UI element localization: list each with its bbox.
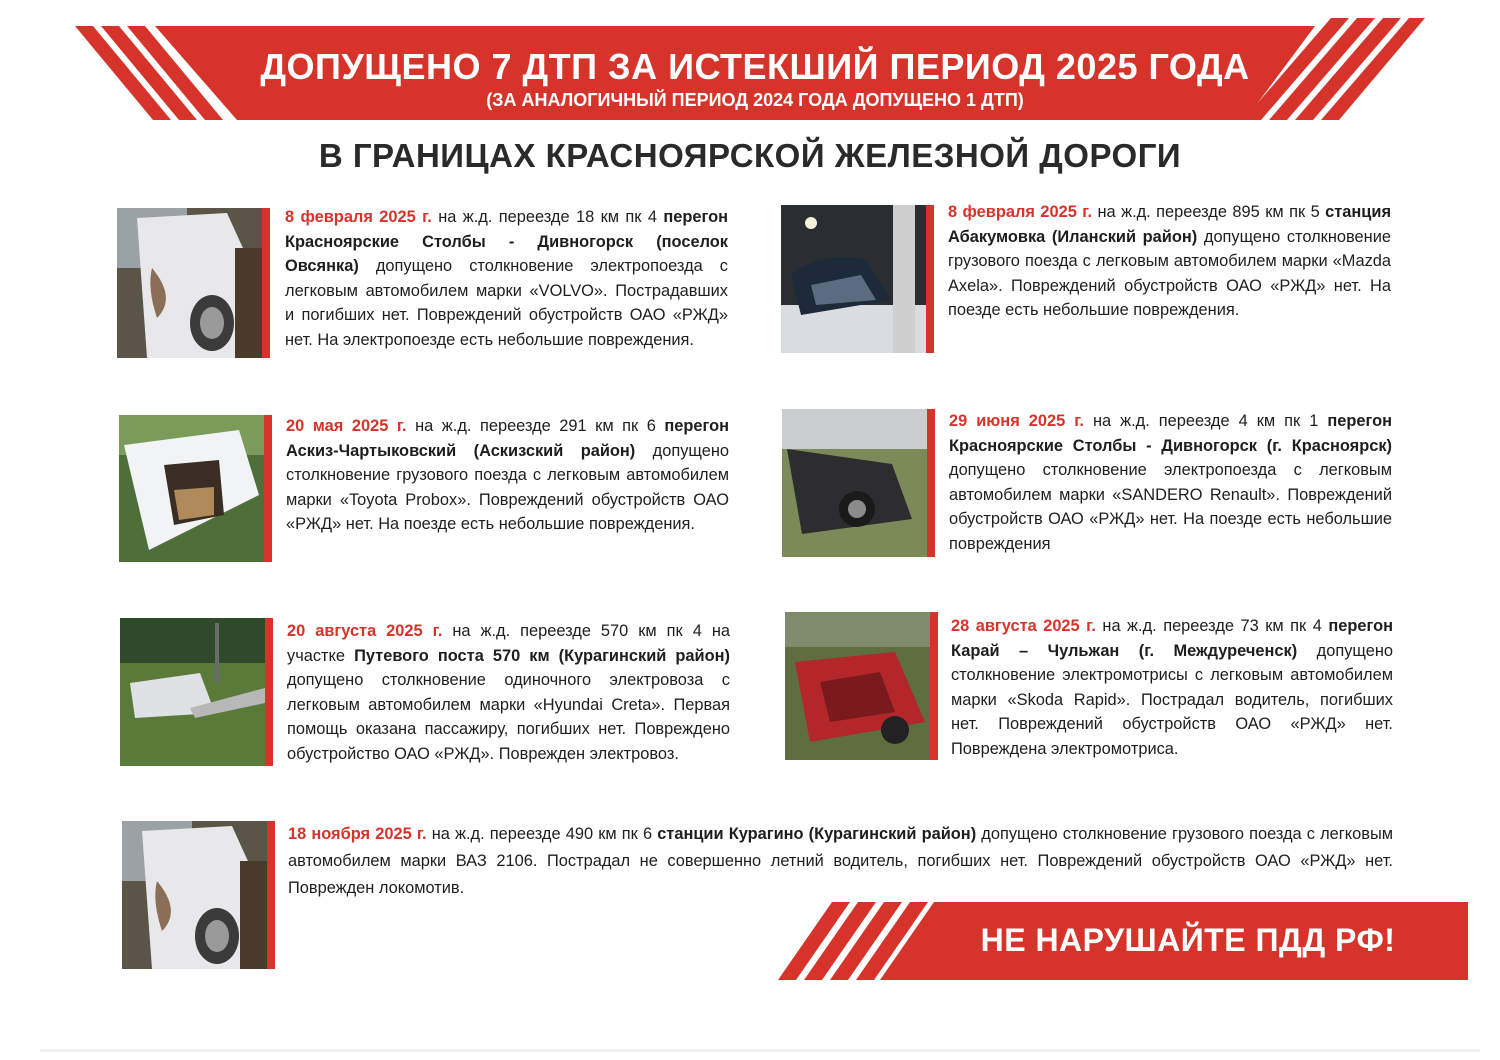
scan-edge — [40, 1049, 1480, 1052]
incident-place-7: станции Курагино (Курагинский район) — [657, 825, 977, 843]
incident-place-2: станция Абакумовка (Иланский район) — [948, 203, 1392, 246]
incident-photo-accent-5 — [265, 618, 273, 766]
incident-text-7 — [288, 821, 1393, 902]
section-title: В ГРАНИЦАХ КРАСНОЯРСКОЙ ЖЕЛЕЗНОЙ ДОРОГИ — [318, 137, 1182, 174]
incident-desc-1: допущено столкновение электропоезда с легковым автомобилем марки «VOLVO». Пострадавших и погибших нет. Повреждений обустройств ОАО «РЖД» нет. На электропоезде есть небольшие повреждения. — [285, 257, 728, 349]
header-subtitle: (ЗА АНАЛОГИЧНЫЙ ПЕРИОД 2024 ГОДА ДОПУЩЕНО 1 ДТП) — [486, 90, 1024, 110]
incident-date-7: 18 ноября 2025 г. — [288, 825, 427, 843]
incident-photo-2 — [781, 205, 926, 353]
incident-photo-accent-7 — [267, 821, 275, 969]
incident-location-3: на ж.д. переезде 291 км пк 6 — [406, 417, 665, 435]
incident-date-3: 20 мая 2025 г. — [286, 417, 407, 435]
incident-desc-2: допущено столкновение грузового поезда с легковым автомобилем марки «Mazda Axela». Повреждений обустройств ОАО «РЖД» нет. На поезде есть небольшие повреждения. — [948, 227, 1391, 319]
incident-photo-accent-2 — [926, 205, 934, 353]
incident-text-1 — [285, 205, 728, 352]
incident-photo-6 — [785, 612, 930, 760]
incident-place-5: Путевого поста 570 км (Курагинский район) — [354, 646, 730, 665]
incident-photo-1 — [117, 208, 262, 358]
incident-place-1: перегон Красноярские Столбы - Дивногорск (поселок Овсянка) — [285, 208, 728, 275]
incident-text-2 — [948, 200, 1391, 323]
incident-desc-4: допущено столкновение электропоезда с легковым автомобилем марки «SANDERO Renault». Повреждений обустройств ОАО «РЖД» нет. На поезде есть небольшие повреждения — [949, 461, 1392, 553]
incident-desc-5: допущено столкновение одиночного электровоза с легковым автомобилем марки «Hyundai Creta». Первая помощь оказана пассажиру, погибших нет. Повреждено обустройство ОАО «РЖД». Поврежден электровоз. — [287, 671, 730, 763]
incident-location-7: на ж.д. переезде 490 км пк 6 — [426, 825, 658, 843]
incident-photo-accent-4 — [927, 409, 935, 557]
incident-photo-accent-1 — [262, 208, 270, 358]
incident-location-1: на ж.д. переезде 18 км пк 4 — [431, 208, 664, 226]
incident-desc-3: допущено столкновение грузового поезда с легковым автомобилем марки «Toyota Probox». Повреждений обустройств ОАО «РЖД» нет. На поезде есть небольшие повреждения. — [286, 441, 729, 533]
incident-place-6: перегон Карай – Чульжан (г. Междуреченск) — [951, 617, 1393, 660]
incident-photo-4 — [782, 409, 927, 557]
incident-date-5: 20 августа 2025 г. — [287, 622, 443, 640]
incident-text-6 — [951, 614, 1393, 761]
footer-slogan: НЕ НАРУШАЙТЕ ПДД РФ! — [980, 922, 1396, 958]
incident-photo-5 — [120, 618, 265, 766]
incident-date-6: 28 августа 2025 г. — [951, 617, 1096, 635]
incident-location-6: на ж.д. переезде 73 км пк 4 — [1095, 617, 1329, 635]
incident-date-1: 8 февраля 2025 г. — [285, 208, 432, 226]
header-title: ДОПУЩЕНО 7 ДТП ЗА ИСТЕКШИЙ ПЕРИОД 2025 ГОДА — [260, 46, 1250, 87]
incident-photo-accent-3 — [264, 415, 272, 562]
incident-location-2: на ж.д. переезде 895 км пк 5 — [1092, 203, 1326, 221]
incident-location-5: на ж.д. переезде 570 км пк 4 на участке — [287, 622, 730, 665]
incident-desc-7: допущено столкновение грузового поезда с легковым автомобилем марки ВАЗ 2106. Пострадал не совершенно летний водитель, погибших нет. Повреждений обустройств ОАО «РЖД» нет. Поврежден локомотив. — [288, 825, 1393, 897]
incident-text-3 — [286, 414, 729, 537]
incident-date-2: 8 февраля 2025 г. — [948, 203, 1093, 221]
incident-photo-7 — [122, 821, 267, 969]
incident-desc-6: допущено столкновение электромотрисы с легковым автомобилем марки «Skoda Rapid». Пострадал водитель, погибших нет. Повреждений обустройств ОАО «РЖД» нет. Повреждена электромотриса. — [951, 641, 1393, 758]
incident-photo-accent-6 — [930, 612, 938, 760]
incident-place-4: перегон Красноярские Столбы - Дивногорск (г. Красноярск) — [949, 412, 1392, 455]
incident-text-4 — [949, 409, 1392, 556]
footer-banner — [778, 902, 1468, 980]
incident-photo-3 — [119, 415, 264, 562]
incident-location-4: на ж.д. переезде 4 км пк 1 — [1083, 412, 1328, 430]
incident-text-5 — [287, 619, 730, 766]
incident-date-4: 29 июня 2025 г. — [949, 412, 1084, 430]
incident-place-3: перегон Аскиз-Чартыковский (Аскизский район) — [286, 417, 729, 460]
